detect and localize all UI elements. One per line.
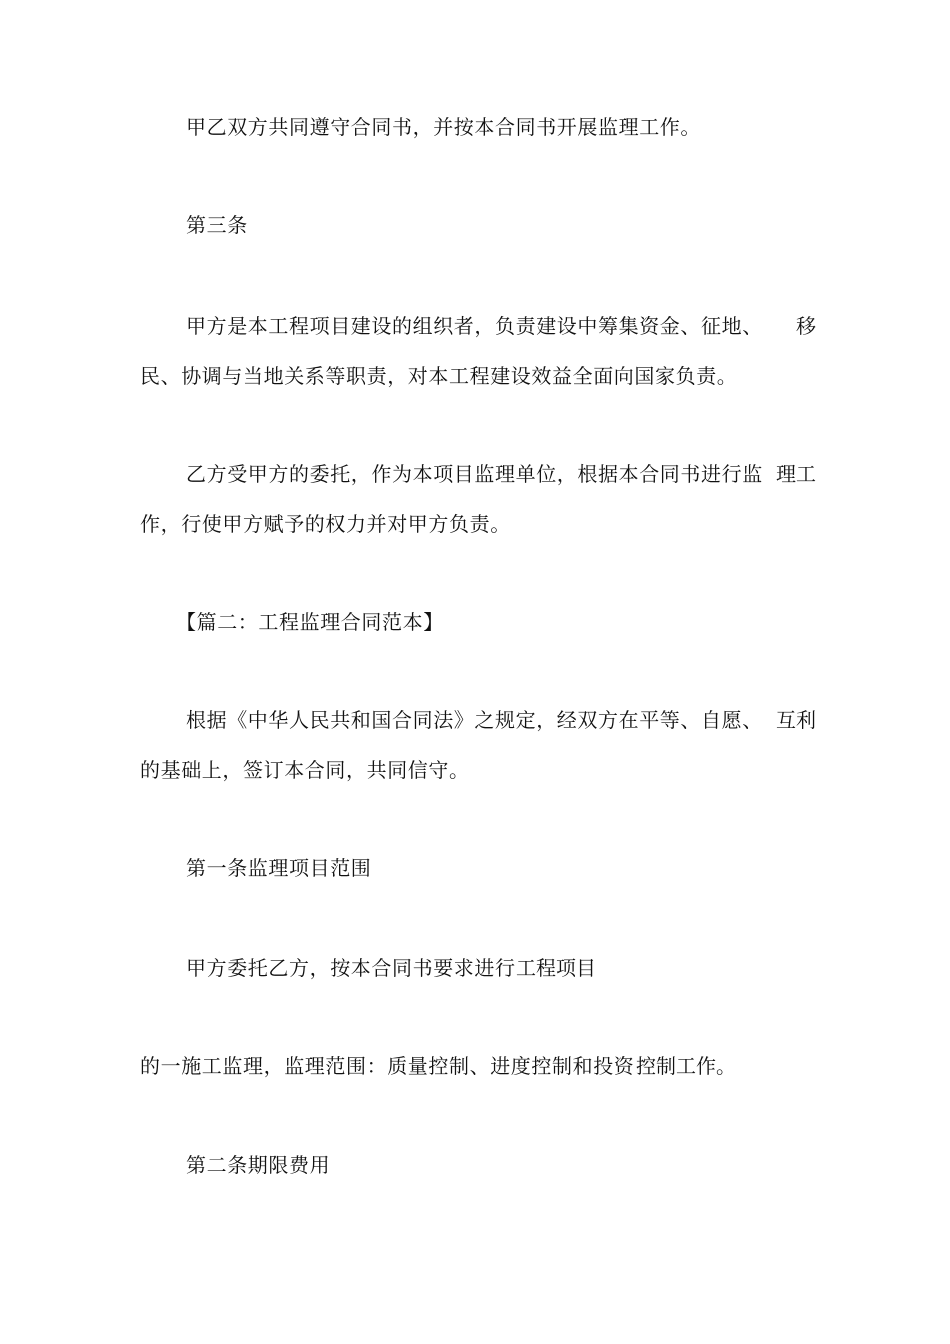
article-heading: 第三条	[186, 213, 248, 237]
paragraph-line-end: 互利	[776, 708, 816, 732]
paragraph-line-end: 控制工作。	[636, 1054, 736, 1078]
paragraph-line-end: 移	[796, 314, 816, 338]
paragraph-line: 的一施工监理，监理范围：质量控制、进度控制和投资	[140, 1054, 635, 1078]
paragraph-line: 作，行使甲方赋予的权力并对甲方负责。	[140, 512, 511, 536]
paragraph-line: 的基础上，签订本合同，共同信守。	[140, 758, 470, 782]
article-heading: 第一条监理项目范围	[186, 856, 372, 880]
paragraph-line-end: 理工	[776, 462, 816, 486]
paragraph-line: 甲乙双方共同遵守合同书，并按本合同书开展监理工作。	[186, 115, 701, 139]
paragraph-line-end: 工程项目	[516, 956, 596, 980]
paragraph-line: 甲方委托乙方，按本合同书要求进行	[186, 956, 516, 980]
section-heading: 【篇二：工程监理合同范本】	[176, 610, 444, 634]
article-heading: 第二条期限费用	[186, 1153, 331, 1177]
paragraph-line: 甲方是本工程项目建设的组织者，负责建设中筹集资金、征地、	[186, 314, 763, 338]
paragraph-line: 根据《中华人民共和国合同法》之规定，经双方在平等、自愿、	[186, 708, 763, 732]
paragraph-line: 乙方受甲方的委托，作为本项目监理单位，根据本合同书进行监	[186, 462, 763, 486]
paragraph-line: 民、协调与当地关系等职责，对本工程建设效益全面向国家负责。	[140, 364, 738, 388]
